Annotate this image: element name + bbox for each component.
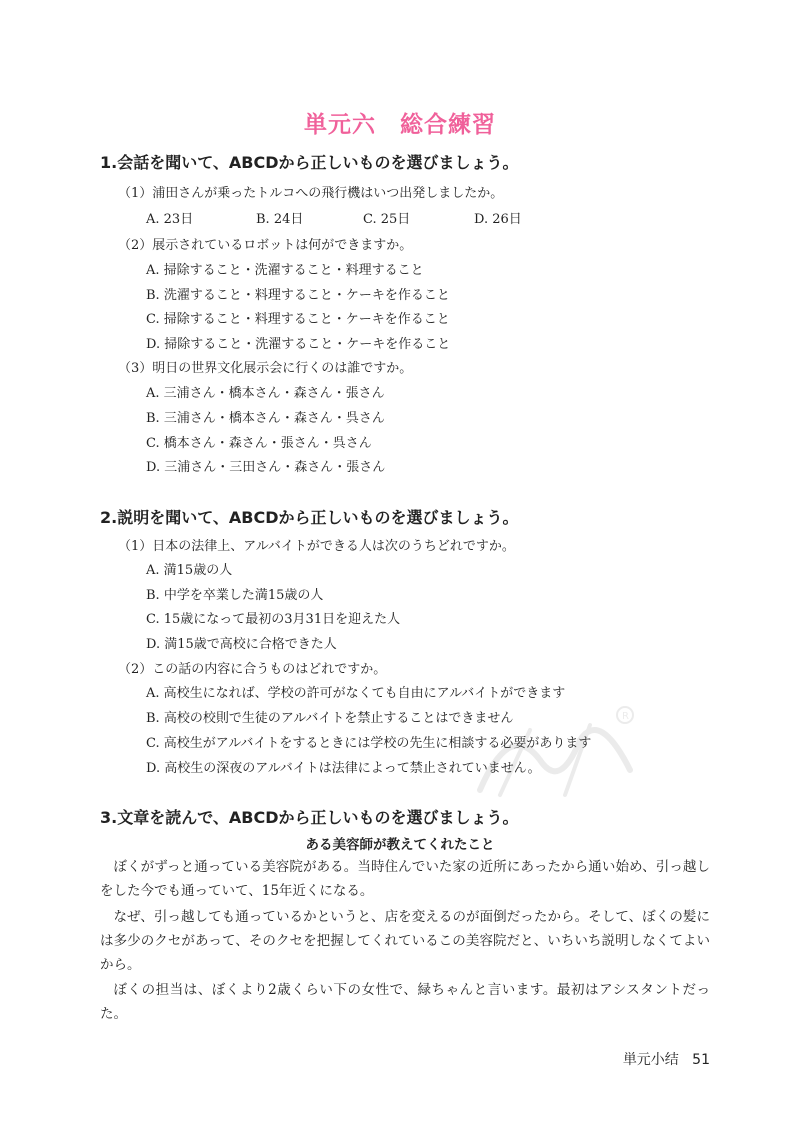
option-b: B. 洗濯すること・料理すること・ケーキを作ること [146, 288, 450, 303]
option-b: B. 中学を卒業した満15歳の人 [146, 588, 324, 603]
question-1-3: （3）明日の世界文化展示会に行くのは誰ですか。 [118, 361, 413, 376]
option-c: C. 25日 [363, 212, 411, 227]
option-c: C. 掃除すること・料理すること・ケーキを作ること [146, 312, 450, 327]
option-a: A. 掃除すること・洗濯すること・料理すること [146, 263, 424, 278]
option-b: B. 高校の校則で生徒のアルバイトを禁止することはできません [146, 711, 514, 726]
question-1-2: （2）展示されているロボットは何ができますか。 [118, 238, 413, 253]
option-d: D. 三浦さん・三田さん・森さん・張さん [146, 460, 386, 475]
option-b: B. 24日 [256, 212, 304, 227]
section-1-heading: 1.会話を聞いて、ABCDから正しいものを選びましょう。 [100, 153, 519, 172]
footer-label: 単元小结 [622, 1052, 679, 1068]
question-2-2: （2）この話の内容に合うものはどれですか。 [118, 662, 387, 677]
question-2-1: （1）日本の法律上、アルバイトができる人は次のうちどれですか。 [118, 539, 515, 554]
page-number: 51 [692, 1052, 710, 1068]
option-a: A. 満15歳の人 [146, 563, 233, 578]
paragraph-1: ぼくがずっと通っている美容院がある。当時住んでいた家の近所にあったから通い始め、引っ越しをした今でも通っていて、15年近くになる。 [100, 859, 710, 899]
page-title: 単元六 総合練習 [304, 112, 496, 138]
option-c: C. 15歳になって最初の3月31日を迎えた人 [146, 612, 401, 627]
option-c: C. 高校生がアルバイトをするときには学校の先生に相談する必要があります [146, 736, 592, 751]
option-d: D. 26日 [474, 212, 522, 227]
option-b: B. 三浦さん・橋本さん・森さん・呉さん [146, 411, 385, 426]
option-a: A. 高校生になれば、学校の許可がなくても自由にアルバイトができます [146, 686, 566, 701]
reading-title: ある美容師が教えてくれたこと [305, 837, 495, 853]
paragraph-2: なぜ、引っ越しても通っているかというと、店を変えるのが面倒だったから。そして、ぼくの髪には多少のクセがあって、そのクセを把握してくれているこの美容院だと、いちいち説明しなくてよいから。 [100, 909, 710, 973]
svg-text:R: R [622, 711, 629, 722]
option-d: D. 満15歳で高校に合格できた人 [146, 637, 337, 652]
option-c: C. 橋本さん・森さん・張さん・呉さん [146, 436, 372, 451]
option-d: D. 掃除すること・洗濯すること・ケーキを作ること [146, 337, 451, 352]
section-3-heading: 3.文章を読んで、ABCDから正しいものを選びましょう。 [100, 808, 519, 827]
question-1-1: （1）浦田さんが乗ったトルコへの飛行機はいつ出発しましたか。 [118, 186, 504, 201]
option-d: D. 高校生の深夜のアルバイトは法律によって禁止されていません。 [146, 761, 541, 776]
option-a: A. 23日 [146, 212, 194, 227]
section-2-heading: 2.説明を聞いて、ABCDから正しいものを選びましょう。 [100, 508, 519, 527]
page-footer [560, 1033, 710, 1069]
option-a: A. 三浦さん・橋本さん・森さん・張さん [146, 386, 385, 401]
paragraph-3: ぼくの担当は、ぼくより2歳くらい下の女性で、緑ちゃんと言います。最初はアシスタントだった。 [100, 982, 710, 1022]
